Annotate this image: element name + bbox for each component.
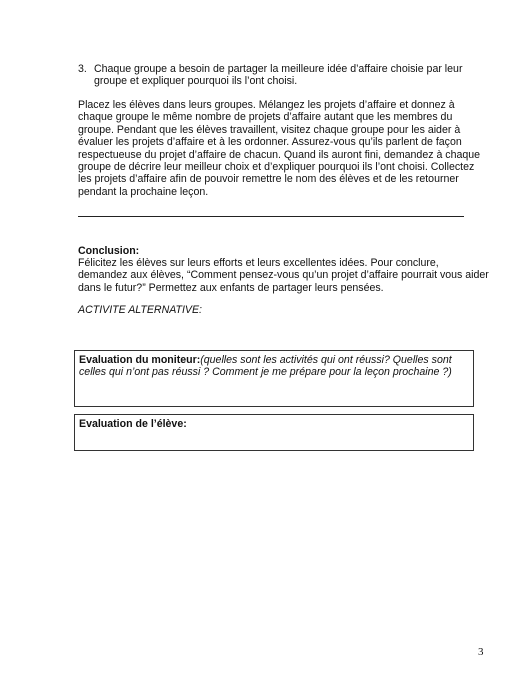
alternative-activity-heading: ACTIVITE ALTERNATIVE: xyxy=(78,304,203,316)
page-number: 3 xyxy=(478,646,484,658)
evaluation-moniteur-question: (quelles sont les activités qui ont réussi? Quelles sont celles qui n’ont pas réussi ? Comment je me prépare pour la leçon prochaine ?) xyxy=(79,354,452,379)
instructions-paragraph: Placez les élèves dans leurs groupes. Mélangez les projets d’affaire et donnez à chaque groupe le même nombre de projets d’affaire autant que les membres du groupe. Pendant que les élèves travaillent, visitez chaque groupe pour les aider à évaluer les projets d’affaire et à les ordonner. Assurez-vous qu’ils parlent de façon respectueuse du projet d’affaire de chacun. Quand ils auront fini, demandez à chaque groupe de décrire leur meilleur choix et d’expliquer pourquoi ils l’ont choisi. Collectez les projets d’affaire afin de pouvoir remettre le nom des élèves et de les retourner pendant la prochaine leçon. xyxy=(78,99,481,198)
evaluation-moniteur-box xyxy=(74,350,474,407)
list-number: 3. xyxy=(78,63,87,75)
evaluation-eleve-box xyxy=(74,414,474,451)
conclusion-heading: Conclusion: xyxy=(78,245,140,257)
evaluation-eleve-label: Evaluation de l’élève: xyxy=(79,418,187,430)
evaluation-moniteur-label: Evaluation du moniteur: xyxy=(79,354,201,366)
list-text: Chaque groupe a besoin de partager la meilleure idée d’affaire choisie par leur groupe et expliquer pourquoi ils l’ont choisi. xyxy=(94,63,463,88)
conclusion-text: Félicitez les élèves sur leurs efforts et leurs excellentes idées. Pour conclure, demandez aux élèves, “Comment pensez-vous qu’un projet d’affaire pourrait vous aider dans le futur?” Permettez aux enfants de partager leurs pensées. xyxy=(78,257,489,294)
list-item-3 xyxy=(78,63,478,88)
horizontal-rule xyxy=(78,216,464,217)
